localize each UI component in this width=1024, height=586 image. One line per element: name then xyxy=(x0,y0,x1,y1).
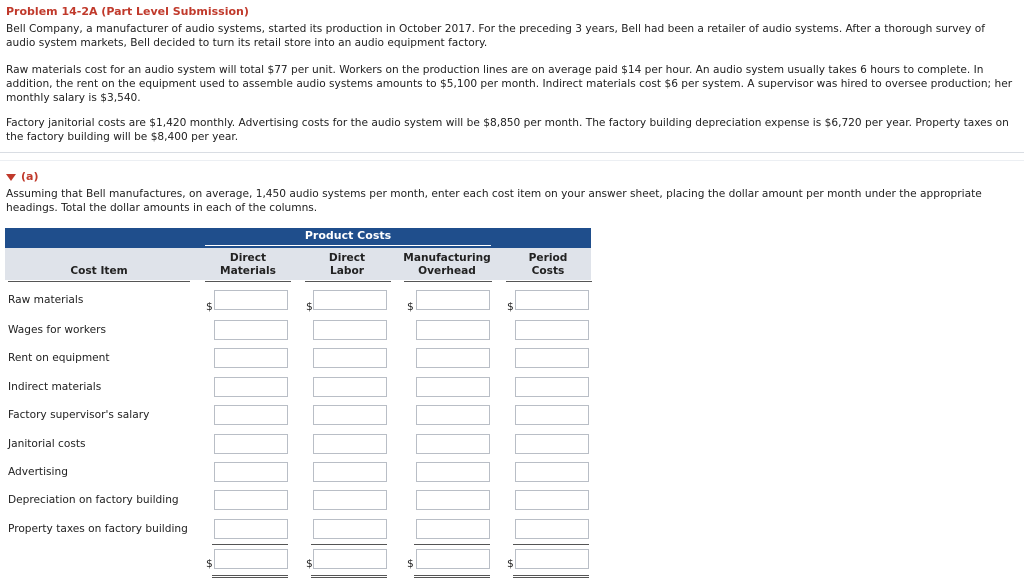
double-rule-top xyxy=(212,575,288,576)
double-rule-bottom xyxy=(311,577,387,578)
cost-item-header: Cost Item xyxy=(70,265,128,277)
row-label: Depreciation on factory building xyxy=(8,494,179,506)
total-rule xyxy=(311,544,387,545)
period-costs-input[interactable] xyxy=(515,320,589,340)
direct-labor-input[interactable] xyxy=(313,434,387,454)
currency-symbol: $ xyxy=(507,301,514,313)
period-costs-input[interactable] xyxy=(515,490,589,510)
period-costs-header: Period Costs xyxy=(528,252,568,277)
total-rule xyxy=(212,544,288,545)
row-label: Advertising xyxy=(8,466,68,478)
part-a-toggle[interactable] xyxy=(6,170,38,183)
manufacturing-overhead-input[interactable] xyxy=(416,290,490,310)
manufacturing-overhead-underline xyxy=(404,281,492,282)
period-costs-input[interactable] xyxy=(515,519,589,539)
row-label: Wages for workers xyxy=(8,324,107,336)
direct-materials-header: Direct Materials xyxy=(220,252,276,277)
product-costs-header: Product Costs xyxy=(304,229,392,242)
period-costs-input[interactable] xyxy=(515,348,589,368)
double-rule-bottom xyxy=(513,577,589,578)
direct-labor-input[interactable] xyxy=(313,348,387,368)
direct-labor-total-input[interactable] xyxy=(313,549,387,569)
direct-materials-underline xyxy=(205,281,291,282)
double-rule-top xyxy=(513,575,589,576)
currency-symbol: $ xyxy=(306,301,313,313)
row-label: Rent on equipment xyxy=(8,352,110,364)
period-costs-input[interactable] xyxy=(515,377,589,397)
manufacturing-overhead-input[interactable] xyxy=(416,490,490,510)
direct-labor-input[interactable] xyxy=(313,519,387,539)
total-rule xyxy=(513,544,589,545)
cost-item-underline xyxy=(8,281,190,282)
manufacturing-overhead-input[interactable] xyxy=(416,434,490,454)
manufacturing-overhead-input[interactable] xyxy=(416,462,490,482)
double-rule-bottom xyxy=(414,577,490,578)
manufacturing-overhead-input[interactable] xyxy=(416,348,490,368)
manufacturing-overhead-input[interactable] xyxy=(416,320,490,340)
direct-materials-input[interactable] xyxy=(214,462,288,482)
period-costs-input[interactable] xyxy=(515,405,589,425)
currency-symbol: $ xyxy=(206,301,213,313)
direct-materials-input[interactable] xyxy=(214,519,288,539)
direct-materials-total-input[interactable] xyxy=(214,549,288,569)
period-costs-input[interactable] xyxy=(515,462,589,482)
double-rule-top xyxy=(311,575,387,576)
direct-materials-input[interactable] xyxy=(214,377,288,397)
period-costs-input[interactable] xyxy=(515,290,589,310)
manufacturing-overhead-input[interactable] xyxy=(416,377,490,397)
product-costs-underline xyxy=(205,245,491,246)
direct-labor-input[interactable] xyxy=(313,462,387,482)
section-divider xyxy=(0,152,1024,161)
problem-paragraph-2: Raw materials cost for an audio system will total $77 per unit. Workers on the production lines are on average paid $14 per hour. An audio system usually takes 6 hours to complete. In addition, the rent on the equipment used to assemble audio systems amounts to $5,100 per month. Indirect materials cost $6 per system. A supervisor was hired to oversee production; her monthly salary is $3,540. xyxy=(6,64,1013,104)
direct-materials-input[interactable] xyxy=(214,434,288,454)
problem-title: Problem 14-2A (Part Level Submission) xyxy=(6,5,249,18)
problem-paragraph-3: Factory janitorial costs are $1,420 monthly. Advertising costs for the audio system will be $8,850 per month. The factory building depreciation expense is $6,720 per year. Property taxes on the factory building will be $8,400 per year. xyxy=(6,117,1009,143)
direct-materials-input[interactable] xyxy=(214,348,288,368)
currency-symbol: $ xyxy=(407,301,414,313)
collapse-triangle-icon xyxy=(6,174,16,181)
direct-labor-input[interactable] xyxy=(313,377,387,397)
direct-labor-input[interactable] xyxy=(313,320,387,340)
direct-labor-underline xyxy=(305,281,391,282)
period-costs-total-input[interactable] xyxy=(515,549,589,569)
row-label: Raw materials xyxy=(8,294,84,306)
currency-symbol: $ xyxy=(507,558,514,570)
currency-symbol: $ xyxy=(407,558,414,570)
row-label: Property taxes on factory building xyxy=(8,523,188,535)
row-label: Factory supervisor's salary xyxy=(8,409,150,421)
direct-labor-input[interactable] xyxy=(313,290,387,310)
direct-labor-input[interactable] xyxy=(313,405,387,425)
total-rule xyxy=(414,544,490,545)
manufacturing-overhead-input[interactable] xyxy=(416,405,490,425)
direct-materials-input[interactable] xyxy=(214,490,288,510)
period-costs-input[interactable] xyxy=(515,434,589,454)
direct-materials-input[interactable] xyxy=(214,290,288,310)
direct-materials-input[interactable] xyxy=(214,405,288,425)
row-label: Janitorial costs xyxy=(8,438,86,450)
direct-labor-input[interactable] xyxy=(313,490,387,510)
part-a-label: (a) xyxy=(21,170,39,183)
double-rule-top xyxy=(414,575,490,576)
period-costs-underline xyxy=(506,281,592,282)
currency-symbol: $ xyxy=(306,558,313,570)
manufacturing-overhead-total-input[interactable] xyxy=(416,549,490,569)
direct-materials-input[interactable] xyxy=(214,320,288,340)
direct-labor-header: Direct Labor xyxy=(328,252,366,277)
part-a-instructions: Assuming that Bell manufactures, on average, 1,450 audio systems per month, enter each cost item on your answer sheet, placing the dollar amount per month under the appropriate headings. Total the dollar amounts in each of the columns. xyxy=(6,188,982,214)
double-rule-bottom xyxy=(212,577,288,578)
manufacturing-overhead-header: Manufacturing Overhead xyxy=(403,252,491,277)
problem-paragraph-1: Bell Company, a manufacturer of audio systems, started its production in October 2017. For the preceding 3 years, Bell had been a retailer of audio systems. After a thorough survey of audio system markets, Bell decided to turn its retail store into an audio equipment factory. xyxy=(6,23,985,49)
currency-symbol: $ xyxy=(206,558,213,570)
manufacturing-overhead-input[interactable] xyxy=(416,519,490,539)
row-label: Indirect materials xyxy=(8,381,102,393)
